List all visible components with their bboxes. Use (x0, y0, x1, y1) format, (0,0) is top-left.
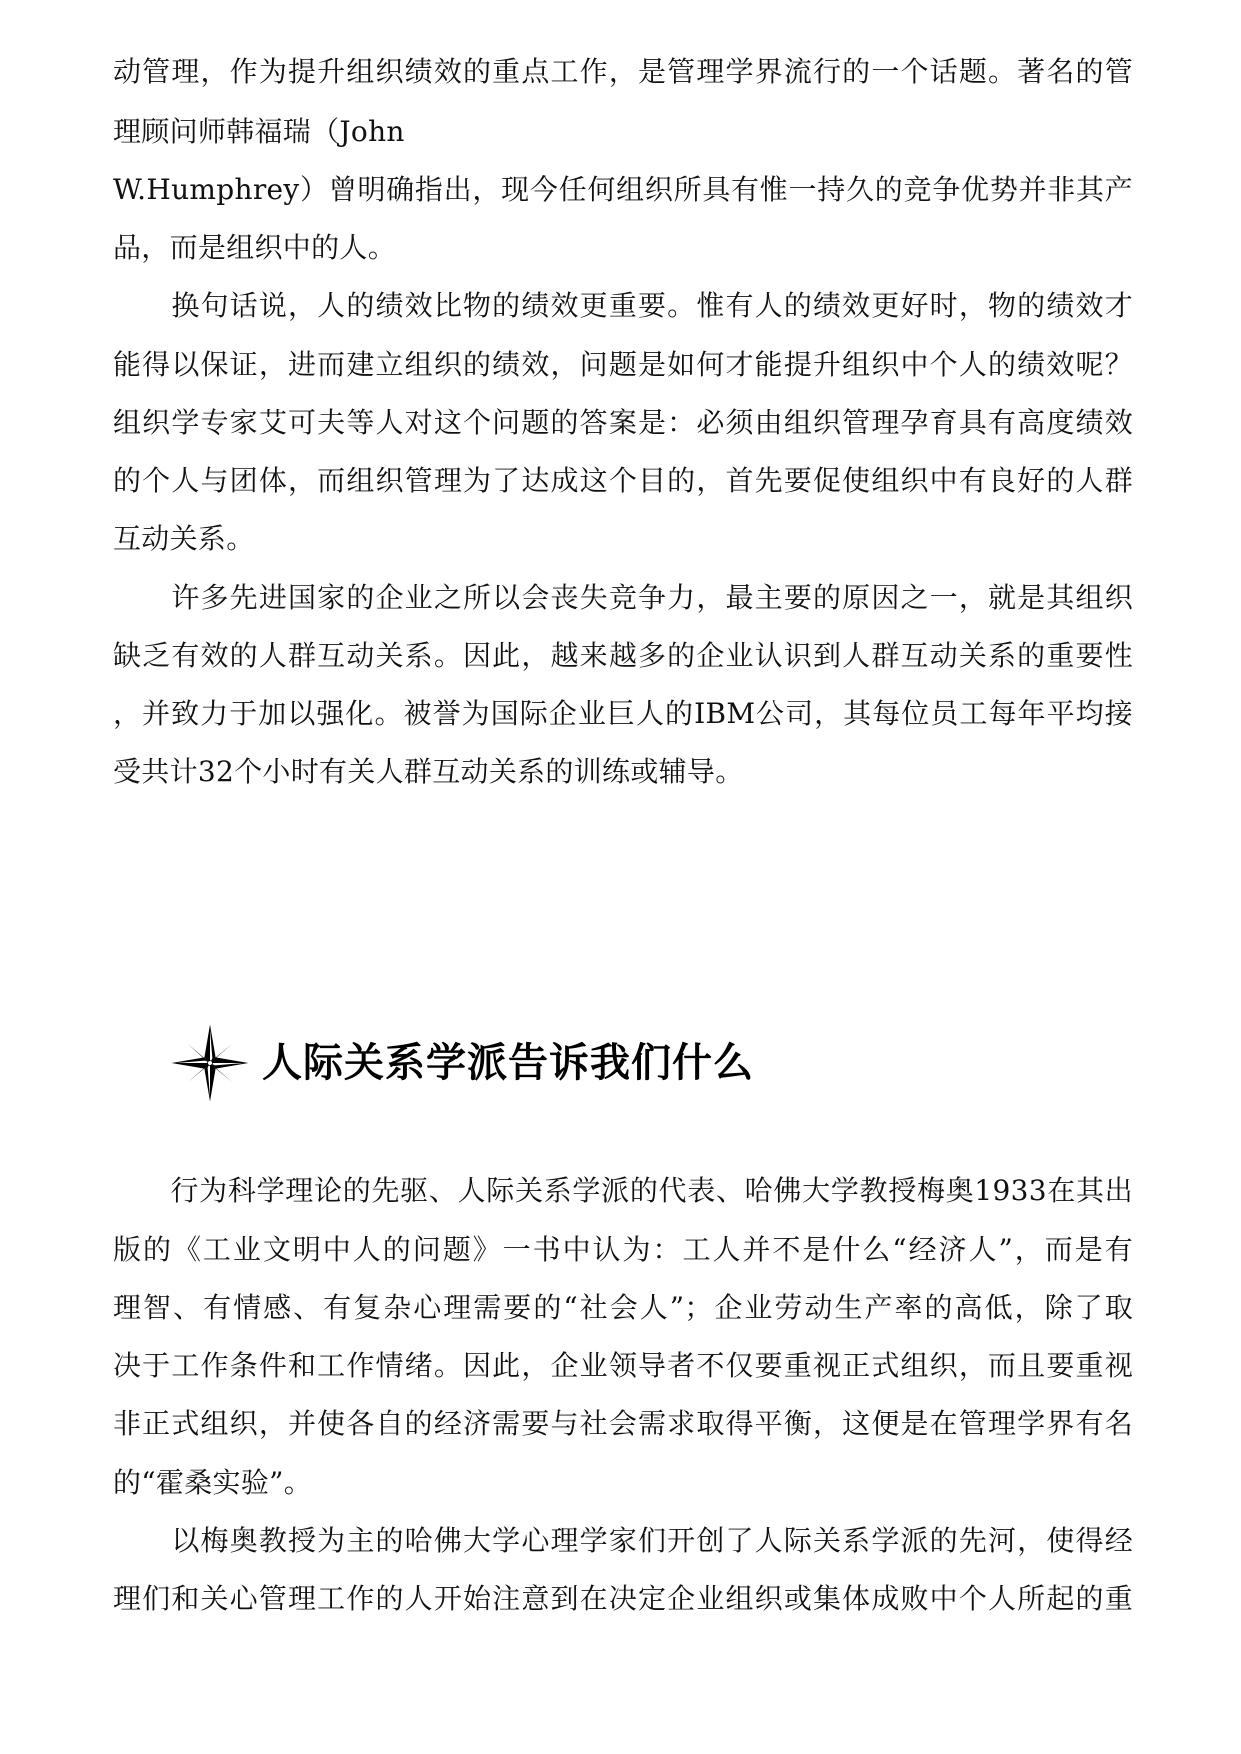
paragraph-line: 缺乏有效的人群互动关系。因此，越来越多的企业认识到人群互动关系的重要性 (113, 639, 1133, 672)
paragraph-line: 互动关系。 (113, 522, 255, 555)
compass-star-icon (170, 1023, 250, 1103)
paragraph-line: 受共计32个小时有关人群互动关系的训练或辅导。 (113, 755, 744, 788)
paragraph-line: ，并致力于加以强化。被誉为国际企业巨人的IBM公司，其每位员工每年平均接 (113, 697, 1133, 730)
paragraph-line: 以梅奥教授为主的哈佛大学心理学家们开创了人际关系学派的先河，使得经 (113, 1524, 1133, 1557)
paragraph-line: 换句话说，人的绩效比物的绩效更重要。惟有人的绩效更好时，物的绩效才 (113, 289, 1133, 322)
paragraph-line: 决于工作条件和工作情绪。因此，企业领导者不仅要重视正式组织，而且要重视 (113, 1349, 1133, 1382)
paragraph-line: 版的《工业文明中人的问题》一书中认为：工人并不是什么“经济人”，而是有 (113, 1233, 1133, 1266)
paragraph-line: 非正式组织，并使各自的经济需要与社会需求取得平衡，这便是在管理学界有名 (113, 1407, 1133, 1440)
paragraph-line: 的个人与团体，而组织管理为了达成这个目的，首先要促使组织中有良好的人群 (113, 464, 1133, 497)
paragraph-line: 品，而是组织中的人。 (113, 231, 397, 264)
paragraph-line: 动管理，作为提升组织绩效的重点工作，是管理学界流行的一个话题。著名的管 (113, 55, 1133, 88)
paragraph-line: 行为科学理论的先驱、人际关系学派的代表、哈佛大学教授梅奥1933在其出 (113, 1174, 1133, 1207)
paragraph-line: 能得以保证，进而建立组织的绩效，问题是如何才能提升组织中个人的绩效呢？ (113, 348, 1133, 381)
paragraph-line: W.Humphrey）曾明确指出，现今任何组织所具有惟一持久的竞争优势并非其产 (113, 173, 1133, 206)
section-title: 人际关系学派告诉我们什么 (262, 1040, 754, 1086)
paragraph-line: 理智、有情感、有复杂心理需要的“社会人”；企业劳动生产率的高低，除了取 (113, 1291, 1133, 1324)
paragraph-line: 的“霍桑实验”。 (113, 1466, 313, 1499)
paragraph-line: 组织学专家艾可夫等人对这个问题的答案是：必须由组织管理孕育具有高度绩效 (113, 406, 1133, 439)
paragraph-line: 理们和关心管理工作的人开始注意到在决定企业组织或集体成败中个人所起的重 (113, 1582, 1133, 1615)
paragraph-line: 许多先进国家的企业之所以会丧失竞争力，最主要的原因之一，就是其组织 (113, 581, 1133, 614)
section-heading (170, 1018, 754, 1108)
paragraph-line: 理顾问师韩福瑞（John (113, 115, 405, 148)
